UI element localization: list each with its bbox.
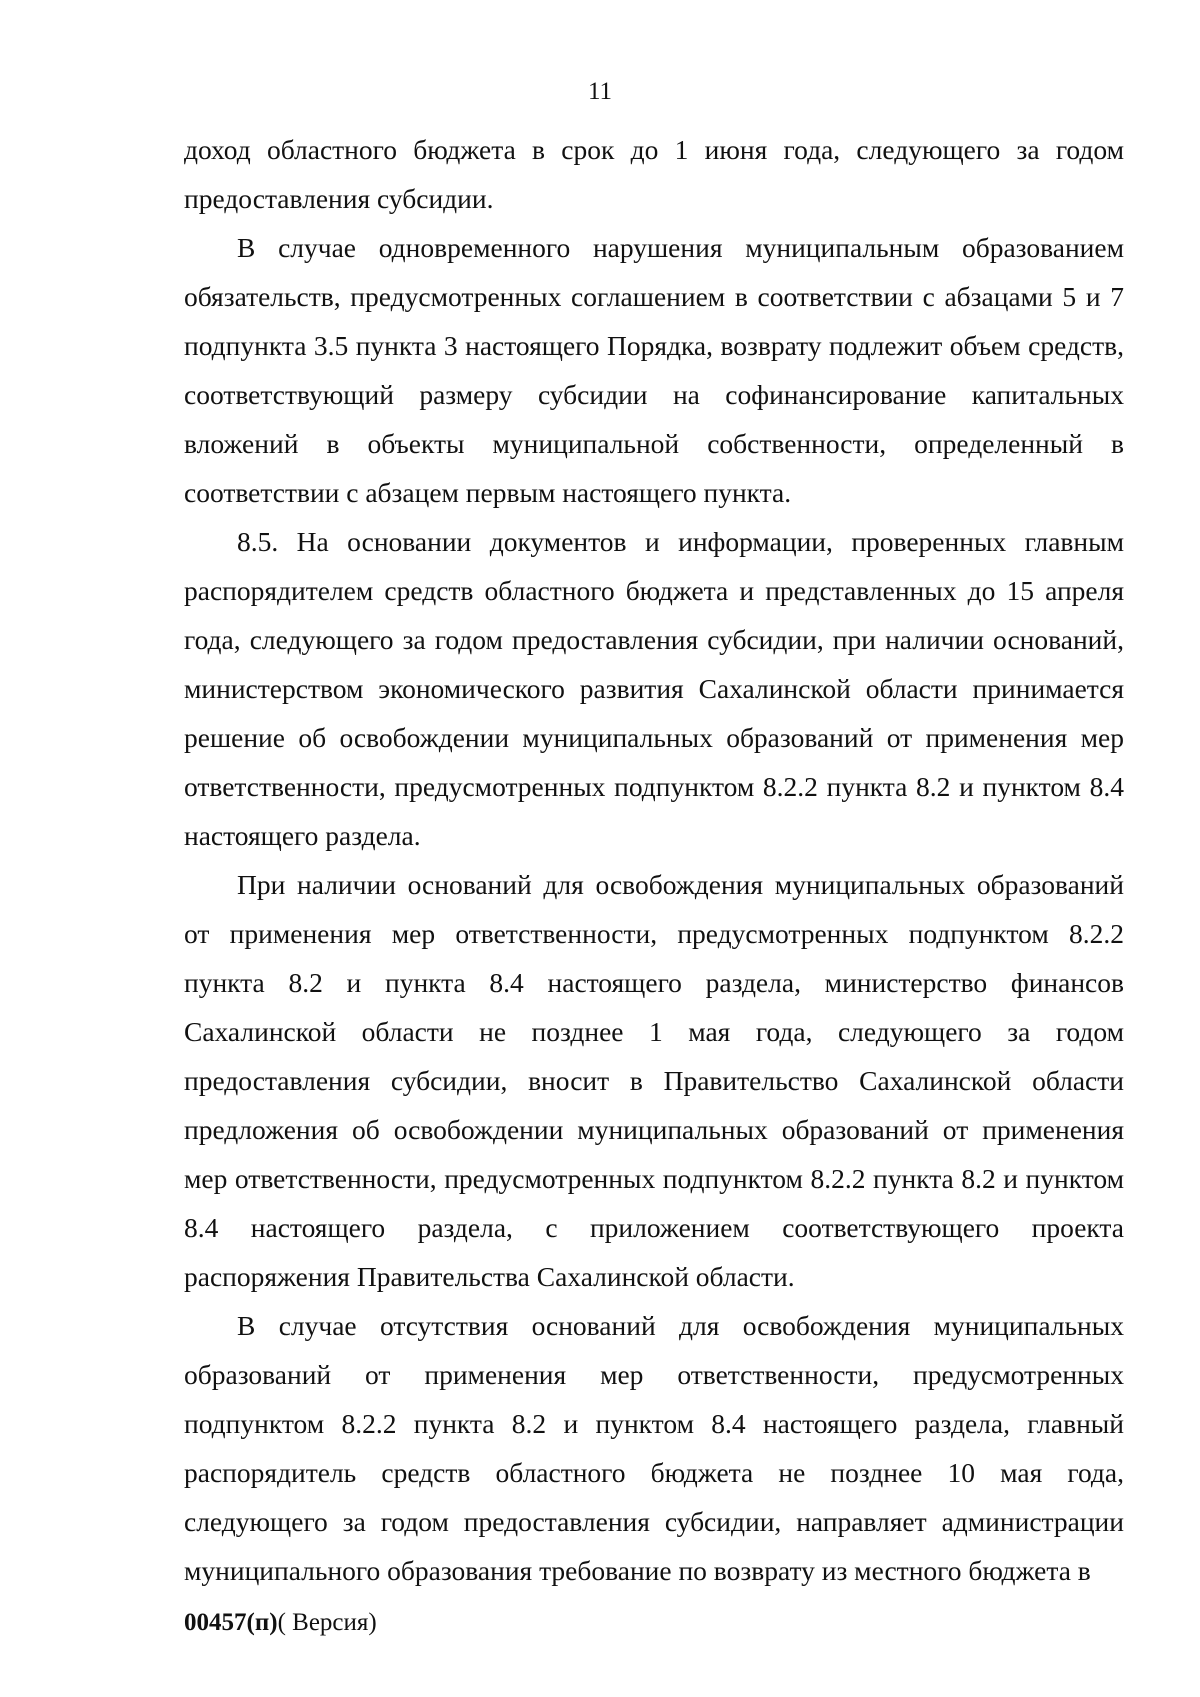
document-footer	[184, 1609, 377, 1637]
page-number: 11	[587, 78, 613, 105]
paragraph-no-grounds: В случае отсутствия оснований для освобождения муниципальных образований от применения мер ответственности, предусмотренных подпунктом 8.2.2 пункта 8.2 и пунктом 8.4 настоящего раздела, главный распорядитель средств областного бюджета не позднее 10 мая года, следующего за годом предоставления субсидии, направляет администрации муниципального образования требование по возврату из местного бюджета в	[184, 1310, 1124, 1586]
document-version: ( Версия)	[277, 1609, 377, 1636]
document-body	[184, 125, 1124, 1595]
document-code: 00457(п)	[184, 1609, 278, 1636]
paragraph-exemption-grounds: При наличии оснований для освобождения муниципальных образований от применения мер ответственности, предусмотренных подпунктом 8.2.2 пункта 8.2 и пункта 8.4 настоящего раздела, министерство финансов Сахалинской области не позднее 1 мая года, следующего за годом предоставления субсидии, вносит в Правительство Сахалинской области предложения об освобождении муниципальных образований от применения мер ответственности, предусмотренных подпунктом 8.2.2 пункта 8.2 и пунктом 8.4 настоящего раздела, с приложением соответствующего проекта распоряжения Правительства Сахалинской области.	[184, 869, 1124, 1292]
paragraph-simultaneous-violation: В случае одновременного нарушения муниципальным образованием обязательств, предусмотренных соглашением в соответствии с абзацами 5 и 7 подпункта 3.5 пункта 3 настоящего Порядка, возврату подлежит объем средств, соответствующий размеру субсидии на софинансирование капитальных вложений в объекты муниципальной собственности, определенный в соответствии с абзацем первым настоящего пункта.	[184, 232, 1124, 508]
paragraph-continuation: доход областного бюджета в срок до 1 июня года, следующего за годом предоставления субсидии.	[184, 134, 1124, 214]
paragraph-8-5: 8.5. На основании документов и информации, проверенных главным распорядителем средств областного бюджета и представленных до 15 апреля года, следующего за годом предоставления субсидии, при наличии оснований, министерством экономического развития Сахалинской области принимается решение об освобождении муниципальных образований от применения мер ответственности, предусмотренных подпунктом 8.2.2 пункта 8.2 и пунктом 8.4 настоящего раздела.	[184, 526, 1124, 851]
